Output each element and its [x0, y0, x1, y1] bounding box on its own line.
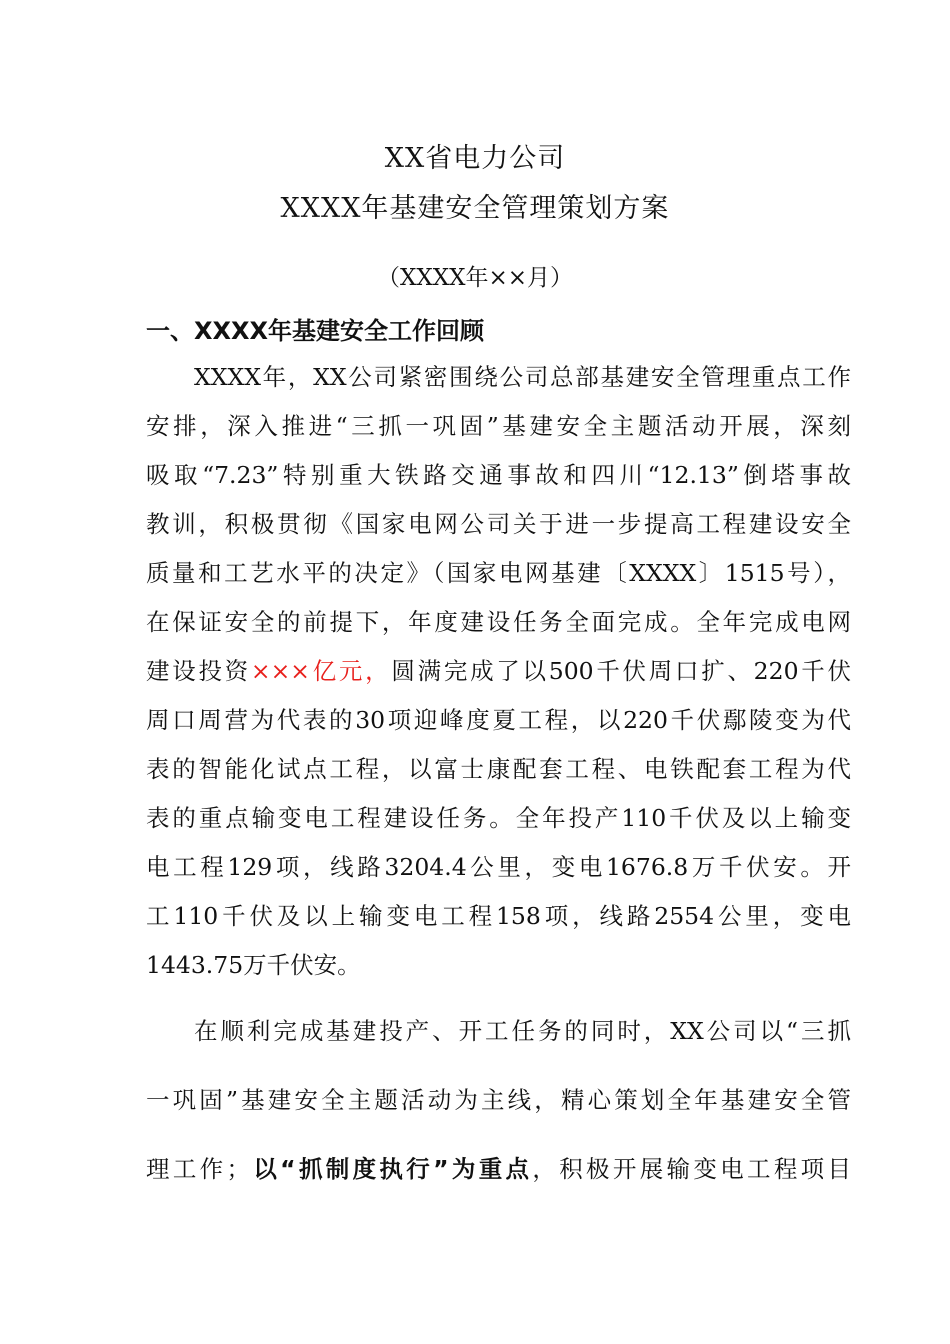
paragraph-line: 1443.75万千伏安。 — [146, 951, 361, 979]
emphasis-text: 以“抓制度执行”为重点 — [250, 1155, 533, 1183]
paragraph-line: XXXX年，XX公司紧密围绕公司总部基建安全管理重点工作 — [194, 363, 851, 391]
paragraph-line — [146, 656, 851, 686]
paragraph-line — [146, 1154, 851, 1184]
section-heading-1: 一、XXXX年基建安全工作回顾 — [146, 317, 485, 345]
paragraph-line: 表的重点输变电工程建设任务。全年投产110千伏及以上输变 — [146, 804, 851, 832]
paragraph-text: 建设投资 — [146, 657, 251, 685]
paragraph-line: 教训，积极贯彻《国家电网公司关于进一步提高工程建设安全 — [146, 510, 851, 538]
document-title-line1: XX省电力公司 — [384, 143, 566, 174]
paragraph-line: 周口周营为代表的30项迎峰度夏工程，以220千伏鄢陵变为代 — [146, 706, 851, 734]
paragraph-line: 一巩固”基建安全主题活动为主线，精心策划全年基建安全管 — [146, 1086, 851, 1114]
paragraph-line: 质量和工艺水平的决定》（国家电网基建〔XXXX〕1515号）， — [146, 559, 851, 587]
paragraph-line: 在顺利完成基建投产、开工任务的同时，XX公司以“三抓 — [194, 1017, 851, 1045]
paragraph-text: ，积极开展输变电工程项目 — [532, 1155, 852, 1183]
investment-amount-highlight: ×××亿元， — [250, 657, 392, 685]
paragraph-line: 电工程129项，线路3204.4公里，变电1676.8万千伏安。开 — [146, 853, 851, 881]
document-date: （XXXX年××月） — [376, 265, 574, 291]
paragraph-line: 吸取“7.23”特别重大铁路交通事故和四川“12.13”倒塔事故 — [146, 461, 851, 489]
paragraph-line: 工110千伏及以上输变电工程158项，线路2554公里，变电 — [146, 902, 851, 930]
paragraph-line: 表的智能化试点工程，以富士康配套工程、电铁配套工程为代 — [146, 755, 851, 783]
paragraph-text: 圆满完成了以500千伏周口扩、220千伏 — [391, 657, 851, 685]
paragraph-line: 安排，深入推进“三抓一巩固”基建安全主题活动开展，深刻 — [146, 412, 851, 440]
paragraph-line: 在保证安全的前提下，年度建设任务全面完成。全年完成电网 — [146, 608, 851, 636]
document-title-line2: XXXX年基建安全管理策划方案 — [280, 193, 670, 224]
paragraph-text: 理工作； — [146, 1155, 250, 1183]
